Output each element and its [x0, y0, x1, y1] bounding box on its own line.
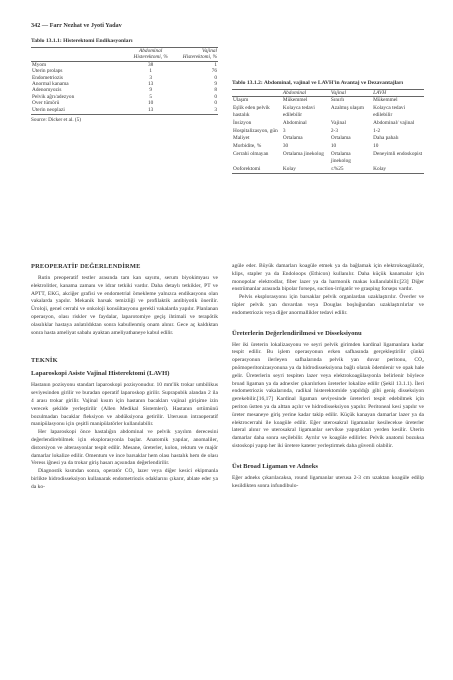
- table2-cell: Ortalama jinekolog: [282, 151, 324, 158]
- table1-cell: 10: [148, 100, 154, 107]
- table2-cell: Kolayca tedavi edilebilir: [282, 105, 315, 118]
- table2-cell: Abdominal/ vajinal: [373, 119, 415, 126]
- table2-cell: 2-3: [330, 127, 338, 134]
- table1-cell: Endometriozis: [32, 74, 63, 81]
- running-authors: — Farr Nezhat ve Jyoti Yadav: [41, 22, 122, 29]
- table2-cell: Cerrahi olmayan: [233, 151, 269, 158]
- table2-row: [232, 120, 424, 128]
- paragraph-position: Hastanın pozisyonu standart laparoskopi pozisyonudur. 10 mm'lik trokar umbilikus seviyesinden girilir ve buradan operatif laparoskop girilir. Suprapubik alandan 2 ila 4 arası trokar girilir. Vajinal kısım için hastanın bacakları vajinal girişime izin verecek şekilde yerleştirilir (Allen Medikal Sistemleri). Hastanın ortümünü bozulmadan bacaklar fleksiyon ve abdüksiyona getirilir. Uterusun intraoperatif manipülasyonu için çeşitli manipülatörler kullanılabilir.: [31, 382, 218, 428]
- table1-cell: Pelvik ağrı/adezyon: [32, 93, 75, 100]
- table1-cell: 5: [149, 93, 152, 100]
- table2-cell: Maliyet: [233, 135, 250, 142]
- left-text-column: [31, 263, 218, 492]
- table2-bottom-rule: [232, 173, 424, 174]
- table2-row: [232, 166, 424, 174]
- table2-cell: Deneyimli endoskopist: [373, 151, 423, 158]
- table1-cell: 0: [214, 100, 217, 107]
- table2-cell: Kolayca tedavi edilebilir: [373, 105, 406, 118]
- table1-cell: 3: [214, 106, 217, 113]
- table2-cell: Abdominal: [282, 119, 307, 126]
- table2-block: [232, 80, 424, 174]
- table2-cell: Ortalama: [282, 135, 303, 142]
- table2-row: [232, 105, 424, 119]
- paragraph-preop: Rutin preoperatif testler arasında tam kan sayımı, serum biyokimyası ve elektrolitler, kanama zamanı ve idrar tetkiki vardır. Daha detaylı tetkikler, PT ve APTT, EKG, akciğer grafisi ve endometrial örnekleme yalnızca endikasyonu olan vakalarda yapılır. Mekanik barsak temizliği ve profilaktik antibiyotik önerilir. Üroloji, genel cerrahi ve onkoloji konsültasyonu gerekli vakalarda yapılır. Planlanan operasyon, olası riskler ve faydalar, laparotomiye geçiş ihtimali ve terapötik olasılıklar hastaya anlatıldıktan sonra kabullenmiş onam alınır. Gece aç kaldıktan sonra hasta ameliyat sabahı ayaktan ameliyathaneye kabul edilir.: [31, 275, 218, 336]
- paragraph-diagnostic: Diagnostik kısmdan sonra, operatör CO₂ lazer veya diğer kesici ekipmanla birlikte hidrodisseksiyon kullanarak endometriozis odaklarını çıkarır, ablate eder ya da ko-: [31, 468, 218, 490]
- table2-cell: Azalmış ulaşım: [330, 105, 365, 112]
- table1-cell: Uterin neoplazi: [32, 106, 65, 113]
- table2-cell: Ooforektomi: [233, 165, 261, 172]
- table2-caption-num: Tablo 13.1.2:: [232, 80, 263, 86]
- table1-col1-header: Abdominal Histerektomi, %: [133, 48, 168, 61]
- table1-cell: 0: [214, 93, 217, 100]
- paragraph-adnex: Eğer adneks çıkarılacaksa, round ligamanlar uterusa 2-3 cm uzaktan koagüle edilip kesildikten sonra infundibulo-: [232, 474, 424, 489]
- table2-cell: 30: [282, 143, 289, 150]
- table2-row: [232, 143, 424, 151]
- table1-source: Source: Dicker et al. (5): [31, 117, 81, 124]
- table1: [31, 47, 218, 113]
- table1-cell: 13: [148, 106, 154, 113]
- table2-cell: İnsizyon: [233, 119, 252, 126]
- table1-row: [31, 61, 218, 68]
- table1-cell: 1: [214, 61, 217, 68]
- table2: [232, 89, 424, 173]
- table1-cell: Myom: [32, 61, 47, 68]
- table1-cell: Adenomyozis: [32, 87, 62, 94]
- table2-header-1: Abdominal: [282, 90, 307, 96]
- table1-col2-header: Vajinal Histerektomi, %: [182, 48, 217, 61]
- table2-cell: Eşlik eden pelvik hastalık: [233, 105, 270, 118]
- table2-cell: Ortalama jinekolog: [330, 151, 351, 164]
- table2-caption: [232, 80, 424, 87]
- table2-cell: Mükemmel: [282, 97, 308, 104]
- table1-caption-text: Histerektomi Endikasyonları: [63, 38, 133, 44]
- right-text-column: [232, 263, 424, 490]
- table2-cell: Morbidite, %: [233, 143, 262, 150]
- table2-cell: 10: [373, 143, 379, 150]
- table2-cell: Ulaşım: [233, 97, 249, 104]
- table2-cell: Vajinal: [330, 119, 346, 126]
- table2-cell: Kolay: [282, 165, 296, 172]
- table2-cell: Kolay: [373, 165, 387, 172]
- table1-bottom-rule: [31, 114, 218, 115]
- page-number: 342: [31, 22, 41, 29]
- table1-cell: Over tümörü: [32, 100, 60, 107]
- subheading-ureters: Üreterlerin Değerlendirilmesi ve Disseksiyonu: [232, 329, 362, 337]
- table1-cell: 76: [211, 68, 217, 75]
- table2-cell: Sınırlı: [330, 97, 345, 104]
- table1-caption: [31, 38, 218, 45]
- table2-cell: Ortalama: [330, 135, 351, 142]
- running-header: [31, 22, 122, 29]
- table2-cell: Mükemmel: [373, 97, 398, 104]
- table2-cell: Daha pahalı: [373, 135, 399, 142]
- table1-cell: 38: [148, 61, 154, 68]
- subheading-broad-ligament: Üst Broad Ligaman ve Adneks: [232, 462, 318, 470]
- table1-caption-num: Tablo 13.1.1:: [31, 38, 62, 44]
- table1-cell: 1: [149, 68, 152, 75]
- table2-row: [232, 97, 424, 105]
- table2-caption-text: Abdominal, vajinal ve LAVH'in Avantaj ve Dezavantajları: [263, 80, 404, 86]
- table2-row: [232, 128, 424, 136]
- table2-header-0: [232, 90, 282, 97]
- table1-block: [31, 38, 218, 124]
- paragraph-ureters: Her iki üreterin lokalizasyonu ve seyri pelvik girimden kardinal ligamanlara kadar tespit edilir. Bu işlem operasyonun erken safhasında gerçekleştirilir çünkü operasyonun ilerleyen safhalarında pelvik yan duvar peritonu, CO₂ pnömoperitonizasyonuna ya da hidrodisseksiyona bağlı olarak ödemlenir ve opak hale gelir. Üreterlerin seyri tespiten lazer veya elektrokoagülasyonla belirlenir böylece broad ligaman ya da adnexler çıkarılırken üreterler lokalize edilir (Şekil 13.1.1). İleri endometriozis vakalarında, radikal histerektomide yapıldığı gibi geniş disseksiyon gerekebilir.[16,17] Kardinal ligaman seviyesinde üreterleri tespit edebilmek için periton üstten ya da alttan açılır ve hidrodisseksiyon yapılır. Peritoneal kesi yapılır ve üreter mesaneye giriş yerine kadar takip edilir. Küçük kanayan damarlar lazer ya da elektrocerrahi ile koagüle edilir. Eğer uterosakral ligamanlar kesilecekse üreterler lateral alınır ve uterosakral ligamanlar servikse yapıştıkları yerden kesilir. Uterin damarlar daha sonra seçilebilir. Ayrılır ve koagüle edilirler. Pelvik anatomi bozuksa sistoskopi yapıp her iki üretere kateter yerleştirmek daha güvenli olabilir.: [232, 341, 424, 449]
- section-heading-teknik: TEKNİK: [31, 357, 58, 365]
- table2-cell: 1-2: [373, 127, 381, 134]
- table2-row: [232, 151, 424, 165]
- subheading-lavh: Laparoskopi Asiste Vajinal Histerektomi (LAVH): [31, 370, 170, 378]
- table1-cell: Uterin prolaps: [32, 68, 63, 75]
- table1-cell: 9: [149, 87, 152, 94]
- paragraph-pelvis: Pelvis eksplorasyonu için barsaklar pelvik organlardan uzaklaştırılır. Överler ve tüpler pelvik yan duvardan veya Douglas boşluğundan uzaklaştırılırlar ve endometriozis veya diğer anormallikler tedavi edilir.: [232, 294, 424, 316]
- paragraph-coagulation: agüle eder. Büyük damarları koagüle etmek ya da bağlamak için elektrokoagülatör, klips, stapler ya da Endoloops (Ethicon) kullanılır. Daha küçük kanamalar için monopolar elektrodlar, fiber lazer ya da harmonik makas kullanılabilir.[23] Diğer enstrümanlar arasında bipolar forseps, suction-irrigatör ve grasping forseps vardır.: [232, 263, 424, 293]
- table1-cell: 9: [214, 81, 217, 88]
- section-heading-preop: PREOPERATİF DEĞERLENDİRME: [31, 263, 141, 270]
- table2-cell: ≤%25: [330, 165, 344, 172]
- table2-cell: 10: [330, 143, 337, 150]
- table2-cell: 3: [282, 127, 286, 134]
- table2-cell: Hospitalizasyon, gün: [233, 127, 278, 134]
- paragraph-exploration: Her laparoskopi önce hastalığın abdominal ve pelvik yayılım derecesini değerlendirebilmek için eksplorasyonla başlar. Anatomik yapılar, anomaliler, distorsiyon ve alterasyonlar tespit edilir. Mesane, üreterler, kolon, rektum ve majör damarlar lokalize edilir. Omentum ve ince barsaklar hem olası hastalık hem de olası Veress iğnesi ya da trokar giriş hasarı açısından değerlendirilir.: [31, 429, 218, 467]
- table1-cell: 3: [149, 74, 152, 81]
- table1-cell: 8: [214, 87, 217, 94]
- table2-row: [232, 135, 424, 143]
- table1-cell: 13: [148, 81, 154, 88]
- table1-cell: Anormal kanama: [32, 81, 69, 88]
- table2-header-2: Vajinal: [330, 90, 346, 96]
- table2-header-3: LAVH: [373, 90, 387, 96]
- table1-cell: 0: [214, 74, 217, 81]
- table1-row: [31, 107, 218, 113]
